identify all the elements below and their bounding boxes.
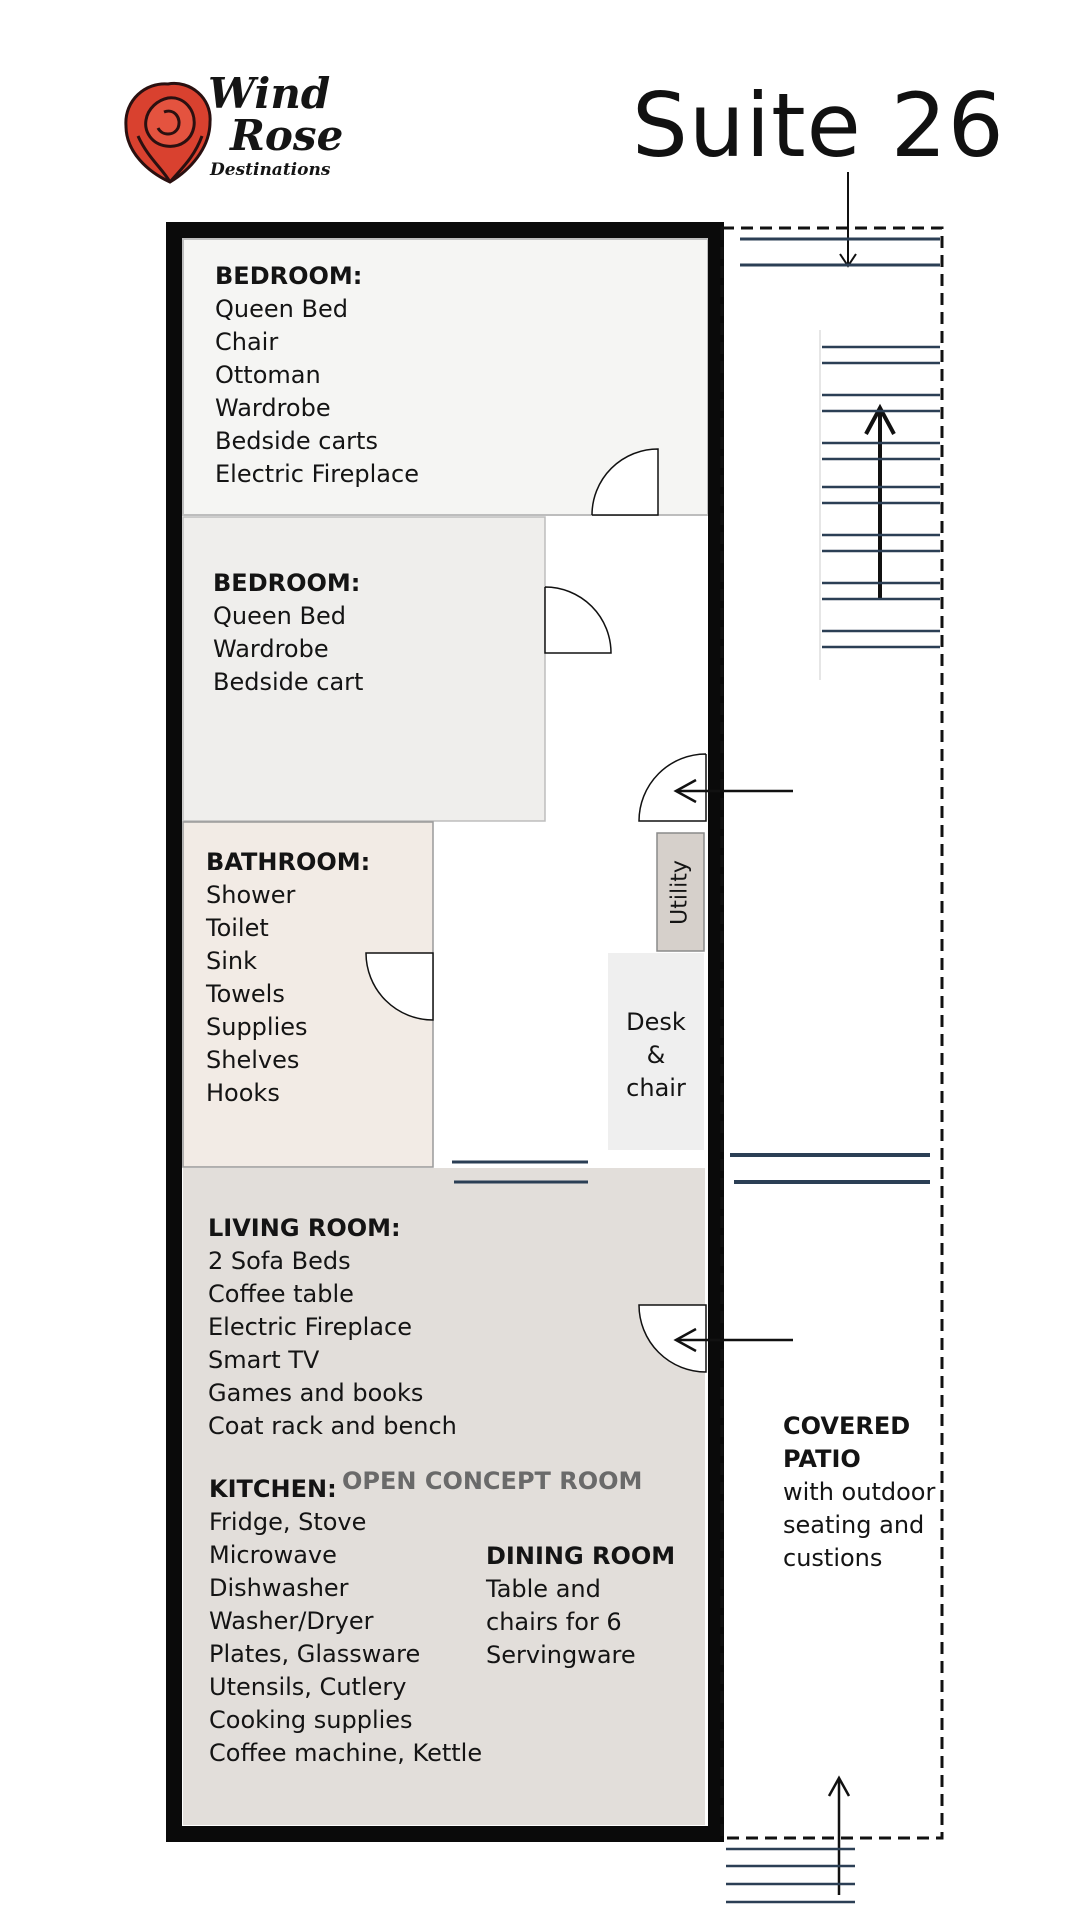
bathroom-label xyxy=(206,846,370,1110)
bedroom2-heading: BEDROOM: xyxy=(213,569,361,597)
desk-label xyxy=(608,1006,704,1105)
kitchen-item: Plates, Glassware xyxy=(209,1640,421,1668)
desk-line: chair xyxy=(626,1074,686,1102)
living-label xyxy=(208,1212,457,1443)
patio-threshold-lines xyxy=(730,1155,930,1182)
bedroom1-item: Bedside carts xyxy=(215,427,378,455)
living-item: Electric Fireplace xyxy=(208,1313,412,1341)
suite-pointer-arrow xyxy=(840,172,856,266)
dining-item: Servingware xyxy=(486,1641,636,1669)
bedroom1-item: Wardrobe xyxy=(215,394,331,422)
top-threshold-lines xyxy=(740,239,940,265)
logo-word-destinations: Destinations xyxy=(210,160,331,180)
dining-item: chairs for 6 xyxy=(486,1608,622,1636)
bathroom-item: Toilet xyxy=(206,914,269,942)
kitchen-item: Washer/Dryer xyxy=(209,1607,374,1635)
patio-heading: COVERED xyxy=(783,1412,911,1440)
dining-heading: DINING ROOM xyxy=(486,1542,676,1570)
kitchen-item: Microwave xyxy=(209,1541,337,1569)
kitchen-item: Utensils, Cutlery xyxy=(209,1673,407,1701)
bathroom-item: Supplies xyxy=(206,1013,308,1041)
bedroom1-item: Ottoman xyxy=(215,361,321,389)
patio-outline xyxy=(722,228,942,1838)
kitchen-label xyxy=(209,1473,482,1770)
patio-item: with outdoor xyxy=(783,1478,936,1506)
bathroom-item: Hooks xyxy=(206,1079,280,1107)
desk-line: & xyxy=(646,1041,666,1069)
logo-word-wind: Wind xyxy=(208,69,331,118)
bedroom1-label xyxy=(215,260,419,491)
bedroom2-item: Queen Bed xyxy=(213,602,346,630)
living-item: Smart TV xyxy=(208,1346,320,1374)
bathroom-item: Sink xyxy=(206,947,258,975)
bathroom-item: Shower xyxy=(206,881,296,909)
patio-item: seating and xyxy=(783,1511,925,1539)
dining-label xyxy=(486,1540,675,1672)
bedroom2-item: Wardrobe xyxy=(213,635,329,663)
logo-word-rose: Rose xyxy=(230,111,344,160)
dining-item: Table and xyxy=(486,1575,601,1603)
bedroom2-item: Bedside cart xyxy=(213,668,364,696)
living-item: Games and books xyxy=(208,1379,424,1407)
patio-label xyxy=(783,1410,935,1575)
wind-rose-logo xyxy=(118,70,348,188)
desk-line: Desk xyxy=(626,1008,686,1036)
living-item: Coffee table xyxy=(208,1280,354,1308)
kitchen-item: Coffee machine, Kettle xyxy=(209,1739,483,1767)
patio-item: custions xyxy=(783,1544,883,1572)
bedroom1-item: Queen Bed xyxy=(215,295,348,323)
door-bedroom2 xyxy=(545,587,611,653)
bedroom1-heading: BEDROOM: xyxy=(215,262,363,290)
bedroom1-item: Chair xyxy=(215,328,279,356)
bathroom-item: Towels xyxy=(206,980,285,1008)
bottom-step-lines xyxy=(726,1849,855,1902)
bathroom-heading: BATHROOM: xyxy=(206,848,371,876)
bedroom1-item: Electric Fireplace xyxy=(215,460,419,488)
kitchen-heading: KITCHEN: xyxy=(209,1475,337,1503)
utility-label: Utility xyxy=(667,860,693,925)
living-item: Coat rack and bench xyxy=(208,1412,457,1440)
living-item: 2 Sofa Beds xyxy=(208,1247,351,1275)
suite-title: Suite 26 xyxy=(632,74,1005,177)
open-concept-label: OPEN CONCEPT ROOM xyxy=(342,1467,643,1495)
living-heading: LIVING ROOM: xyxy=(208,1214,401,1242)
bedroom2-label xyxy=(213,567,363,699)
rose-icon xyxy=(118,78,218,186)
kitchen-item: Fridge, Stove xyxy=(209,1508,367,1536)
patio-heading: PATIO xyxy=(783,1445,861,1473)
kitchen-item: Cooking supplies xyxy=(209,1706,413,1734)
door-entry-top xyxy=(639,754,706,821)
kitchen-item: Dishwasher xyxy=(209,1574,349,1602)
bathroom-item: Shelves xyxy=(206,1046,300,1074)
